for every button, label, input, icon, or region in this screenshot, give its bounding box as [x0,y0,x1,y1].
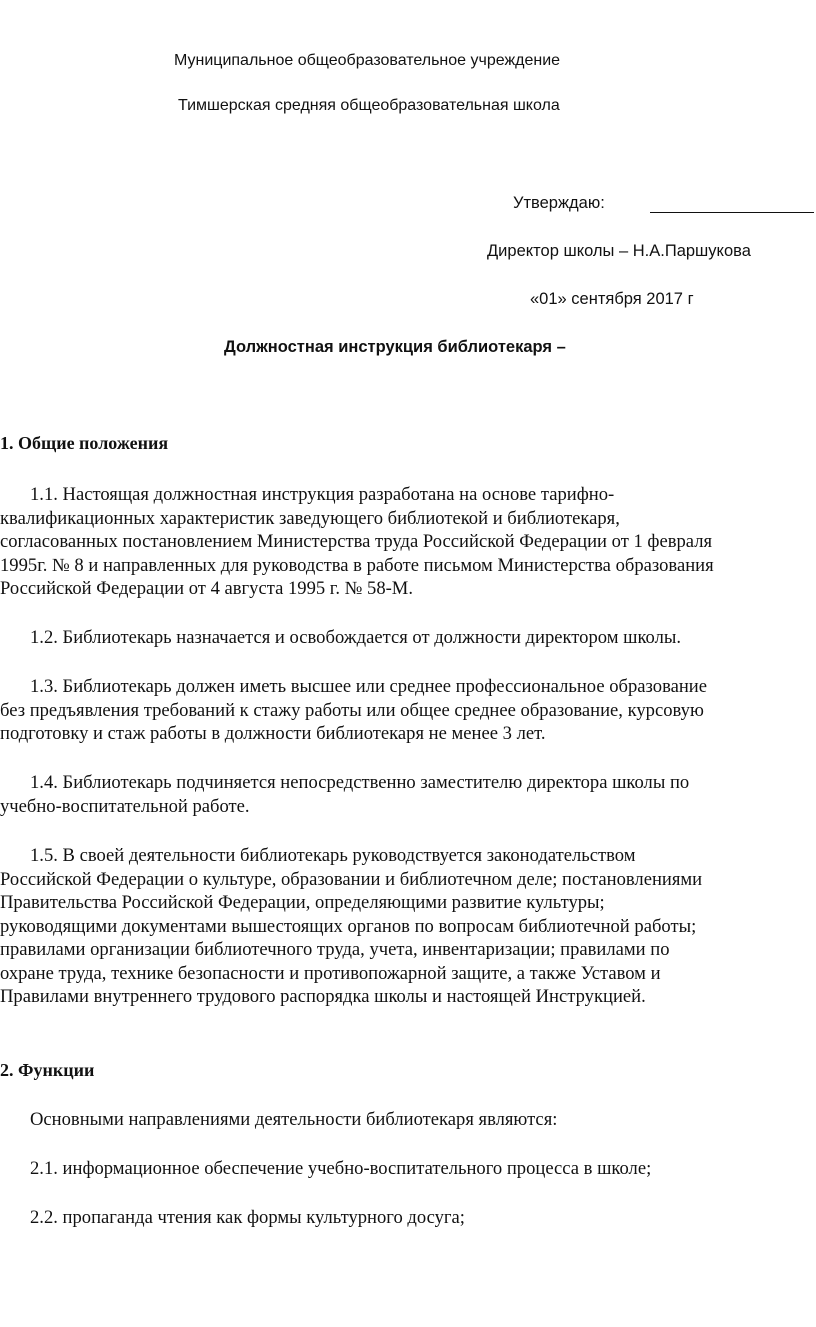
paragraph-2-1: 2.1. информационное обеспечение учебно-воспитательного процесса в школе; [30,1158,652,1179]
section-2-heading: 2. Функции [0,1060,95,1080]
school-name: Тимшерская средняя общеобразовательная школа [178,97,560,114]
director-line: Директор школы – Н.А.Паршукова [487,242,751,260]
approve-label: Утверждаю: [513,194,605,212]
paragraph-1-1: 1.1. Настоящая должностная инструкция разработана на основе тарифно- квалификационных характеристик заведующего библиотекой и библиотекаря, согласованных постановлением Министерства труда Российской Федерации от 1 февраля 1995г. № 8 и направленных для руководства в работе письмом Министерства образования Российской Федерации от 4 августа 1995 г. № 58-М. [0,484,714,599]
document-title: Должностная инструкция библиотекаря – [224,338,566,356]
signature-line [650,212,814,213]
paragraph-2-2: 2.2. пропаганда чтения как формы культурного досуга; [30,1207,465,1228]
paragraph-1-5: 1.5. В своей деятельности библиотекарь руководствуется законодательством Российской Федерации о культуре, образовании и библиотечном деле; постановлениями Правительства Российской Федерации, определяющими развитие культуры; руководящими документами вышестоящих органов по вопросам библиотечной работы; правилами организации библиотечного труда, учета, инвентаризации; правилами по охране труда, технике безопасности и противопожарной защите, а также Уставом и Правилами внутреннего трудового распорядка школы и настоящей Инструкцией. [0,845,703,1007]
paragraph-1-4: 1.4. Библиотекарь подчиняется непосредственно заместителю директора школы по учебно-воспитательной работе. [0,772,690,817]
approval-date: «01» сентября 2017 г [530,290,694,308]
paragraph-1-2: 1.2. Библиотекарь назначается и освобождается от должности директором школы. [30,627,682,648]
section-1-heading: 1. Общие положения [0,433,169,453]
institution-name: Муниципальное общеобразовательное учреждение [174,52,561,69]
paragraph-1-3: 1.3. Библиотекарь должен иметь высшее или среднее профессиональное образование без предъявления требований к стажу работы или общее среднее образование, курсовую подготовку и стаж работы в должности библиотекаря не менее 3 лет. [0,676,708,744]
paragraph-2-intro: Основными направлениями деятельности библиотекаря являются: [30,1109,558,1130]
